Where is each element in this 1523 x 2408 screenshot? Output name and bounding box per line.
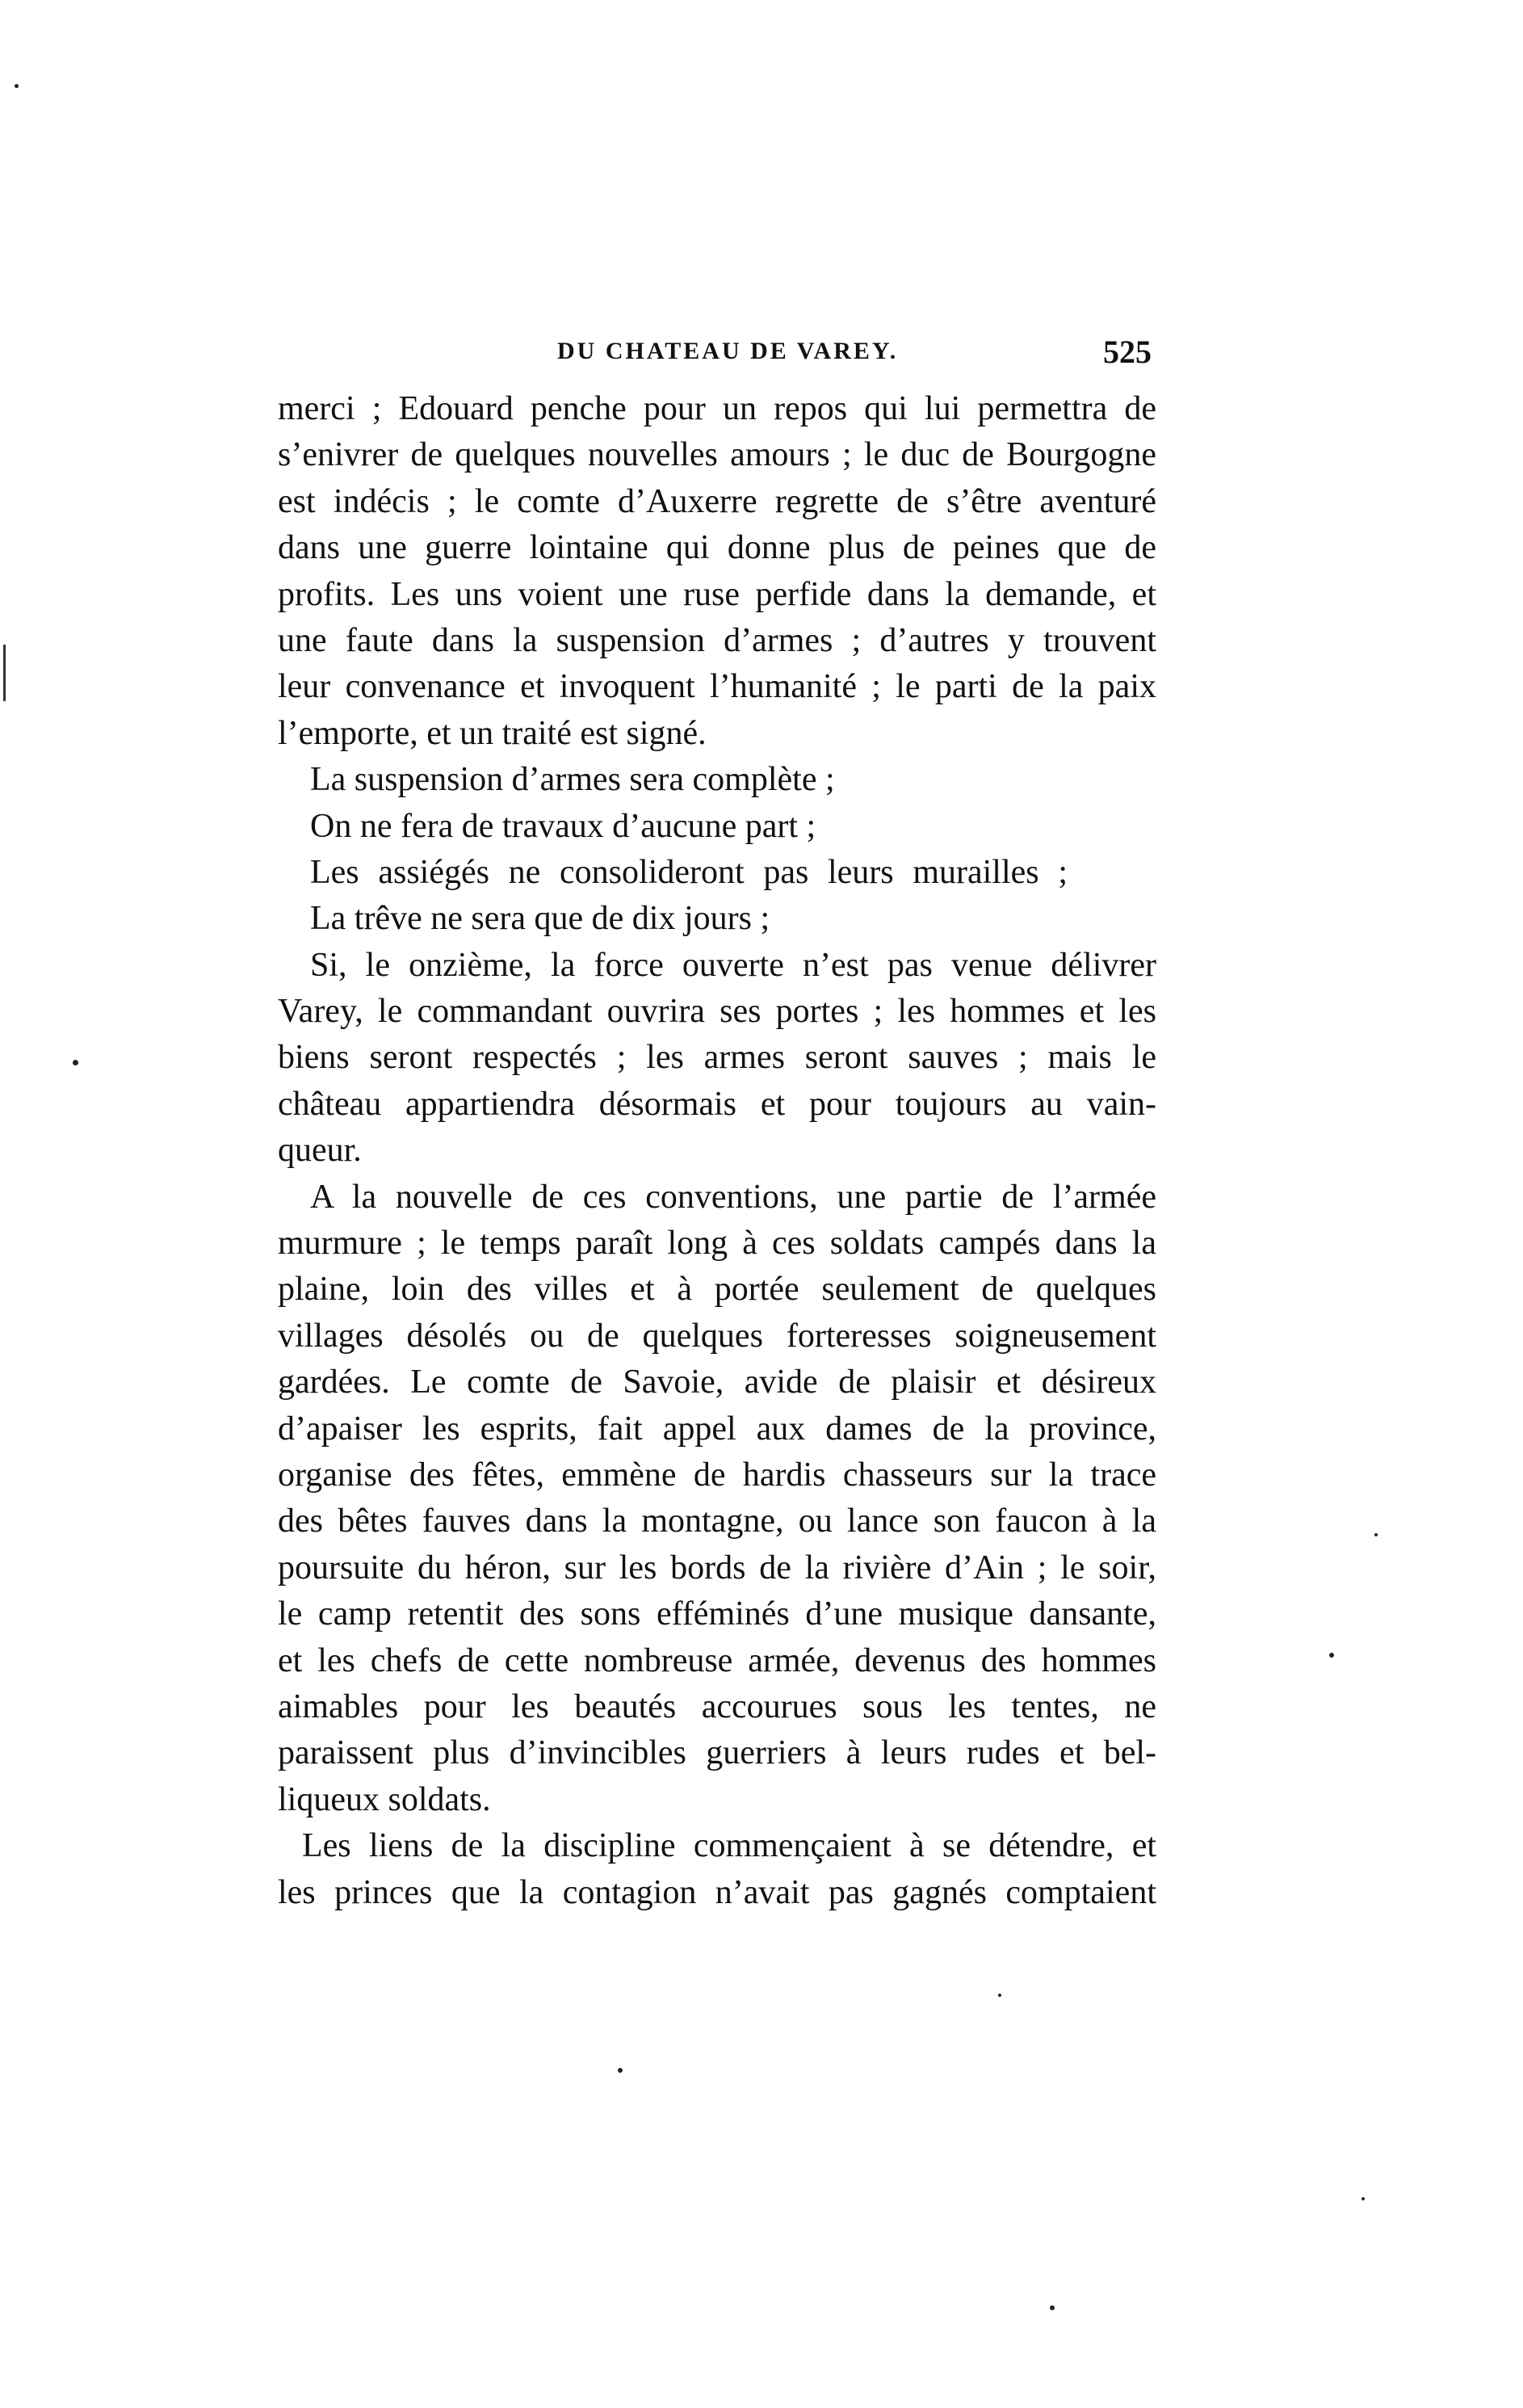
text-line: biens seront respectés ; les armes seront sauves ; mais le bbox=[278, 1039, 1156, 1077]
text-line: organise des fêtes, emmène de hardis chasseurs sur la trace bbox=[278, 1456, 1156, 1494]
scan-speck bbox=[1050, 2305, 1055, 2310]
text-line: Les assiégés ne consolideront pas leurs murailles ; bbox=[310, 853, 1068, 891]
text-line: queur. bbox=[278, 1132, 362, 1170]
text-line: Les liens de la discipline commençaient à se détendre, et bbox=[302, 1827, 1156, 1865]
scan-speck bbox=[15, 84, 19, 88]
scan-speck bbox=[1361, 2197, 1365, 2200]
text-line: leur convenance et invoquent l’humanité ; le parti de la paix bbox=[278, 668, 1156, 706]
margin-scan-mark bbox=[3, 645, 6, 701]
text-line: Si, le onzième, la force ouverte n’est pas venue délivrer bbox=[310, 946, 1156, 984]
text-line: le camp retentit des sons efféminés d’une musique dansante, bbox=[278, 1595, 1156, 1633]
text-line: paraissent plus d’invincibles guerriers à leurs rudes et bel- bbox=[278, 1734, 1156, 1772]
text-line: dans une guerre lointaine qui donne plus de peines que de bbox=[278, 529, 1156, 567]
running-title: DU CHATEAU DE VAREY. bbox=[557, 338, 899, 364]
text-line: merci ; Edouard penche pour un repos qui lui permettra de bbox=[278, 390, 1156, 427]
running-header bbox=[283, 334, 1152, 376]
text-line: l’emporte, et un traité est signé. bbox=[278, 714, 707, 752]
text-line: est indécis ; le comte d’Auxerre regrette de s’être aventuré bbox=[278, 482, 1156, 520]
text-line: gardées. Le comte de Savoie, avide de plaisir et désireux bbox=[278, 1364, 1156, 1402]
scan-speck bbox=[1329, 1653, 1334, 1658]
scan-speck bbox=[998, 1994, 1001, 1997]
text-line: A la nouvelle de ces conventions, une partie de l’armée bbox=[310, 1178, 1156, 1216]
text-line: villages désolés ou de quelques forteresses soigneusement bbox=[278, 1317, 1156, 1355]
text-line: profits. Les uns voient une ruse perfide dans la demande, et bbox=[278, 575, 1156, 613]
text-line: aimables pour les beautés accourues sous les tentes, ne bbox=[278, 1687, 1156, 1725]
page-number: 525 bbox=[1103, 334, 1152, 370]
text-line: La trêve ne sera que de dix jours ; bbox=[310, 900, 770, 938]
text-line: château appartiendra désormais et pour toujours au vain- bbox=[278, 1085, 1156, 1123]
scan-speck bbox=[1374, 1533, 1378, 1536]
body-text bbox=[278, 386, 1156, 1916]
text-line: On ne fera de travaux d’aucune part ; bbox=[310, 807, 816, 845]
scan-speck bbox=[618, 2068, 623, 2073]
text-line: poursuite du héron, sur les bords de la rivière d’Ain ; le soir, bbox=[278, 1549, 1156, 1586]
text-line: s’enivrer de quelques nouvelles amours ; le duc de Bourgogne bbox=[278, 436, 1156, 474]
text-line: murmure ; le temps paraît long à ces soldats campés dans la bbox=[278, 1225, 1156, 1263]
text-line: La suspension d’armes sera complète ; bbox=[310, 761, 835, 799]
text-line: liqueux soldats. bbox=[278, 1780, 491, 1818]
text-line: les princes que la contagion n’avait pas gagnés comptaient bbox=[278, 1873, 1156, 1911]
text-line: Varey, le commandant ouvrira ses portes ; les hommes et les bbox=[278, 993, 1156, 1031]
text-line: des bêtes fauves dans la montagne, ou lance son faucon à la bbox=[278, 1502, 1156, 1540]
text-line: une faute dans la suspension d’armes ; d’autres y trouvent bbox=[278, 621, 1156, 659]
text-line: plaine, loin des villes et à portée seulement de quelques bbox=[278, 1271, 1156, 1309]
scan-speck bbox=[73, 1060, 78, 1065]
text-line: d’apaiser les esprits, fait appel aux dames de la province, bbox=[278, 1410, 1156, 1448]
text-line: et les chefs de cette nombreuse armée, devenus des hommes bbox=[278, 1641, 1156, 1679]
